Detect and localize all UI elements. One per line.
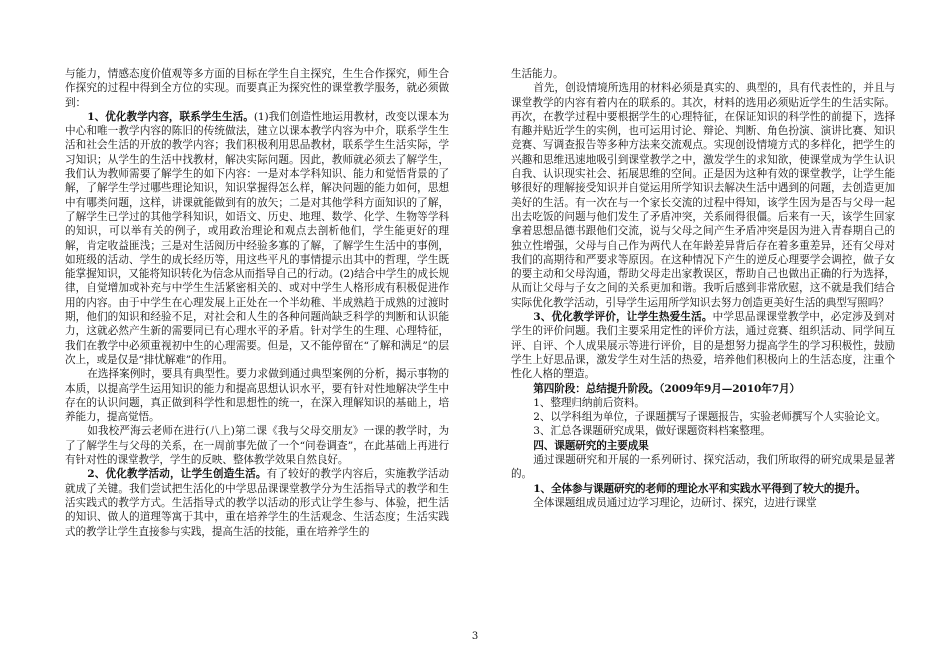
- text-run: 首先，创设情境所选用的材料必须是真实的、典型的，具有代表性的，并且与课堂教学的内容有着内在的联系的。其次，材料的选用必须贴近学生的生活实际。再次，在教学过程中要根据学生的心理特征，在保证知识的科学性的前提下，选择有趣并贴近学生的实例，也可运用讨论、辩论、判断、角色扮演、演讲比赛、知识竞赛、写调查报告等多种方法来交流观点。实现创设情境方式的多样化，把学生的兴趣和思维迅速地吸引到课堂教学之中，激发学生的求知欲，使课堂成为学生认识自我、认识现实社会、拓展思维的空间。正是因为这种有效的课堂教学，让学生能够很好的理解接受知识并自觉运用所学知识去解决生活中遇到的问题，去创造更加美好的生活。有一次在与一个家长交流的过程中得知，该学生因为是否与父母一起出去吃饭的问题与他们发生了矛盾冲突，关系闹得很僵。后来有一天，该学生回家拿着思想品德书跟他们交流，说与父母之间产生矛盾冲突是因为进入青春期自己的独立性增强，父母与自己作为两代人在年龄差异背后存在着多重差异，还有父母对我们的高期待和严要求等原因。在这种情况下产生的逆反心理要学会调控，做子女的要主动和父母沟通，帮助父母走出家教误区，帮助自己也做出正确的行为选择，从而让父母与子女之间的关系更加和谐。我听后感到非常欣慰，这不就是我们结合实际优化教学活动，引导学生运用所学知识去努力创造更美好生活的典型写照吗？: [511, 82, 895, 309]
- paragraph: [511, 81, 895, 310]
- paragraph: [511, 67, 895, 81]
- paragraph: [511, 310, 895, 381]
- paragraph: [65, 367, 449, 424]
- text-run: 生活能力。: [511, 68, 564, 80]
- paragraph: [511, 396, 895, 410]
- text-run: 全体课题组成员通过边学习理论，边研讨、探究，边进行课堂: [533, 496, 817, 509]
- paragraph: [65, 467, 449, 538]
- paragraph: [511, 439, 895, 453]
- paragraph: [65, 424, 449, 467]
- paragraph: [511, 496, 895, 510]
- paragraph: [511, 482, 895, 496]
- text-run: 通过课题研究和开展的一系列研讨、探究活动，我们所取得的研究成果是显著的。: [511, 454, 895, 481]
- paragraph: [65, 110, 449, 367]
- left-column: [65, 67, 449, 539]
- page-number: 3: [471, 631, 479, 642]
- text-run: 3、汇总各课题研究成果，做好课题资料档案整理。: [533, 425, 771, 438]
- bold-text: 2、优化教学活动，让学生创造生活。: [87, 468, 267, 481]
- paragraph: [65, 67, 449, 110]
- text-run: 中学思品课课堂教学中，必定涉及到对学生的评价问题。我们主要采用定性的评价方法，通过竞赛、组织活动、同学间互评、自评、个人成果展示等进行评价，目的是想努力提高学生的学习积极性，鼓励学生上好思品课，激发学生对生活的热爱，培养他们积极向上的生活态度，注重个性化人格的塑造。: [511, 311, 895, 381]
- text-run: 2、以学科组为单位，子课题撰写子课题报告，实验老师撰写个人实验论文。: [533, 411, 887, 424]
- paragraph: [511, 382, 895, 396]
- text-run: (1)我们创造性地运用教材，改变以课本为中心和唯一教学内容的陈旧的传统做法，建立以课本教学内容为中介，联系学生生活和社会生活的开放的教学内容；我们积极利用思品教材，联系学生生活实际，学习知识；从学生的生活中找教材，解决实际问题。因此，教师就必须去了解学生，我们认为教师需要了解学生的如下内容：一是对本学科知识、能力和觉悟背景的了解，了解学生学过哪些理论知识，知识掌握得怎么样，解决问题的能力如何，思想中有哪类问题，这样，讲课就能做到有的放矢；二是对其他学科方面知识的了解，了解学生已学过的其他学科知识，如语文、历史、地理、数学、化学、生物等学科的知识，可以举有关的例子，或用政治理论和观点去剖析他们，学生能更好的理解，肯定收益匪浅；三是对生活阅历中经验多寡的了解，了解学生生活中的事例，如班级的活动、学生的成长经历等，用这些平凡的事情提示出其中的哲理，学生既能掌握知识，又能将知识转化为信念从而指导自己的行动。(2)结合中学生的成长规律，自觉增加或补充与中学生生活紧密相关的、或对中学生人格形成有积极促进作用的内容。由于中学生在心理发展上正处在一个半幼稚、半成熟趋于成熟的过渡时期，他们的知识和经验不足，对社会和人生的各种问题尚缺乏科学的判断和认识能力，这就必然产生新的需要同已有心理水平的矛盾。针对学生的生理、心理特征，我们在教学中必须重视初中生的心理需要。但是，又不能停留在“了解和满足”的层次上，或是仅是“排忧解难”的作用。: [65, 110, 449, 366]
- text-run: 在选择案例时，要具有典型性。要力求做到通过典型案例的分析，揭示事物的本质，以提高学生运用知识的能力和提高思想认识水平，要有针对性地解决学生中存在的认识问题，真正做到科学性和思想性的统一，在深入理解知识的基础上，培养能力，提高觉悟。: [65, 368, 449, 424]
- right-column: [511, 67, 895, 510]
- paragraph: [511, 424, 895, 438]
- bold-text: 1、全体参与课题研究的老师的理论水平和实践水平得到了较大的提升。: [533, 482, 866, 495]
- text-run: 有了较好的教学内容后，实施教学活动就成了关键。我们尝试把生活化的中学思品课课堂教学分为生活指导式的教学和生活实践式的教学方式。生活指导式的教学以活动的形式让学生参与、体验，把生活的知识、做人的道理等寓于其中，重在培养学生的生活观念、生活态度；生活实践式的教学让学生直接参与实践，提高生活的技能，重在培养学生的: [65, 468, 449, 538]
- paragraph: [511, 453, 895, 482]
- bold-text: 第四阶段：总结提升阶段。（2009年9月—2010年7月）: [533, 382, 801, 395]
- text-run: 如我校严海云老师在进行(八上)第二课《我与父母交朋友》一课的教学时，为了了解学生与父母的关系，在一周前事先做了一个“问卷调查”，在此基础上再进行有针对性的课堂教学，学生的反映、整体教学效果自然良好。: [65, 425, 449, 467]
- text-run: 与能力，情感态度价值观等多方面的目标在学生自主探究，生生合作探究，师生合作探究的过程中得到全方位的实现。而要真正为探究性的课堂教学服务，就必须做到：: [65, 68, 449, 109]
- bold-text: 3、优化教学评价，让学生热爱生活。: [533, 311, 713, 324]
- paragraph: [511, 410, 895, 424]
- bold-text: 1、优化教学内容，联系学生生活。: [87, 110, 254, 123]
- text-run: 1、整理归纳前后资料。: [533, 396, 645, 409]
- bold-text: 四、课题研究的主要成果: [533, 439, 649, 452]
